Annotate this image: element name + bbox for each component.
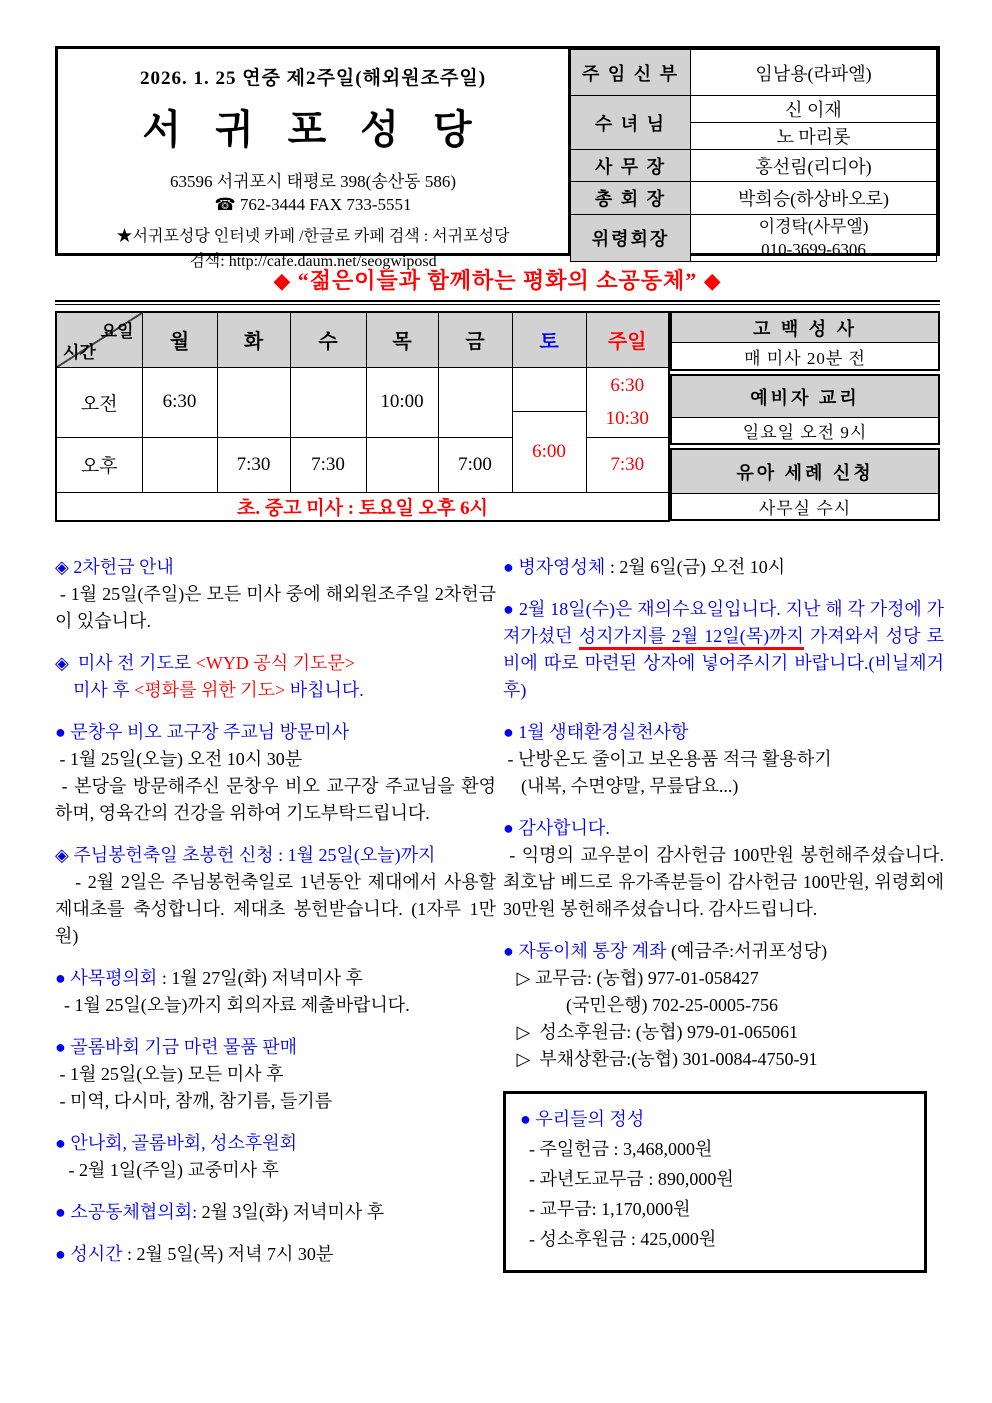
announcements-left-column (55, 554, 501, 1288)
divider-rule (55, 300, 940, 305)
small-community-council (55, 1199, 496, 1226)
time-fri-am (438, 367, 512, 437)
announcement-line: - 미역, 다시마, 참깨, 참기름, 들기름 (55, 1091, 333, 1111)
church-address: 63596 서귀포시 태평로 398(송산동 586) (169, 172, 457, 191)
time-fri-pm: 7:00 (438, 437, 512, 492)
staff-name: 신 이재 (691, 96, 937, 123)
announcement-line: - 난방온도 줄이고 보온용품 적극 활용하기 (503, 749, 832, 769)
staff-name: 박희승(하상바오로) (691, 182, 937, 215)
announcement-line: ● 병자영성체 : 2월 6일(금) 오전 10시 (503, 557, 786, 577)
announcement-line: - 익명의 교우분이 감사헌금 100만원 봉헌해주셨습니다. 최호남 베드로 유가족분들이 감사헌금 100만원, 위령회에 30만원 봉헌해주셨습니다. 감사드립니다. (503, 845, 949, 919)
time-sat-evening: 6:00 (532, 440, 566, 462)
catechumen-title: 예비자 교리 (672, 376, 938, 418)
mass-schedule-table (55, 311, 670, 522)
cafe-info: ★서귀포성당 인터넷 카페 /한글로 카페 검색 : 서귀포성당 (116, 228, 510, 245)
church-info (58, 49, 570, 270)
staff-table (570, 49, 937, 259)
announcement-line: ● 자동이체 통장 계좌 (예금주:서귀포성당) (503, 941, 828, 961)
announcements (55, 554, 949, 1288)
ash-wednesday-notice (503, 596, 949, 704)
staff-name: 이경탁(사무엘) 010-3699-6306 (691, 215, 937, 262)
catechumen-info (670, 374, 940, 445)
announcement-line: - 2월 2일은 주님봉헌축일로 1년동안 제대에서 사용할 제대초를 축성합니다. 제대초 봉헌받습니다. (1자루 1만원) (55, 872, 501, 946)
announcement-line: - 본당을 방문해주신 문창우 비오 교구장 주교님을 환영하며, 영육간의 건강을 위하여 기도부탁드립니다. (55, 776, 497, 823)
communion-for-sick (503, 554, 944, 581)
day-header-tue: 화 (217, 312, 290, 367)
announcement-line: - 1월 25일(오늘)까지 회의자료 제출바랍니다. (55, 995, 410, 1015)
staff-name: 홍선림(리디아) (691, 150, 937, 182)
time-mon-am: 6:30 (142, 367, 217, 437)
thanks-notice (503, 815, 949, 923)
time-tue-am (217, 367, 290, 437)
time-tue-pm: 7:30 (217, 437, 290, 492)
infant-baptism-info (670, 448, 940, 521)
announcements-right-column (503, 554, 949, 1288)
time-wed-pm: 7:30 (290, 437, 366, 492)
announcement-line: ▷ 성소후원금: (농협) 979-01-065061 (503, 1022, 799, 1042)
infant-baptism-title: 유아 세례 신청 (672, 450, 938, 494)
confession-title: 고 백 성 사 (672, 313, 938, 343)
row-label-pm: 오후 (56, 437, 142, 492)
youth-mass-note: 초. 중고 미사 : 토요일 오후 6시 (56, 492, 669, 521)
announcement-line: - 주일헌금 : 3,468,000원 (520, 1139, 713, 1159)
eco-practice (503, 719, 944, 800)
announcement-line: ● 안나회, 골롬바회, 성소후원회 (55, 1133, 298, 1153)
time-sat-cell (512, 367, 586, 492)
announcement-line: ▷ 부채상환금:(농협) 301-0084-4750-91 (503, 1049, 818, 1069)
header (55, 46, 940, 270)
catechumen-value: 일요일 오전 9시 (742, 423, 868, 442)
announcement-line: (국민은행) 702-25-0005-756 (503, 995, 779, 1015)
day-header-sat: 토 (512, 312, 586, 367)
columba-fund-sale (55, 1034, 496, 1115)
candle-offering (55, 842, 501, 950)
staff-role: 총 회 장 (571, 182, 691, 215)
schedule-corner-cell (56, 312, 142, 367)
church-name: 서 귀 포 성 당 (142, 107, 484, 152)
announcement-line: (내복, 수면양말, 무릎담요...) (503, 776, 739, 796)
bulletin-date: 2026. 1. 25 연중 제2주일(해외원조주일) (139, 68, 487, 89)
staff-role: 주 임 신 부 (571, 50, 691, 96)
announcement-line: ● 우리들의 정성 (520, 1109, 645, 1129)
our-offerings-box (503, 1091, 927, 1273)
confession-value: 매 미사 20분 전 (744, 348, 866, 368)
day-header-wed: 수 (290, 312, 366, 367)
time-sun-am: 6:30 10:30 (586, 367, 669, 437)
pre-mass-prayer (55, 650, 496, 704)
slogan: ◆ “젊은이들과 함께하는 평화의 소공동체” ◆ (273, 268, 722, 293)
corner-day-label: 요일 (100, 322, 134, 341)
confession-info (670, 311, 940, 371)
announcement-line: - 1월 25일(오늘) 오전 10시 30분 (55, 749, 303, 769)
announcement-line: 미사 후 <평화를 위한 기도> 바칩니다. (55, 680, 364, 700)
time-thu-am: 10:00 (366, 367, 438, 437)
second-collection (55, 554, 496, 635)
announcement-line: ◈ 2차헌금 안내 (55, 557, 174, 577)
staff-name: 노 마리롯 (691, 123, 937, 150)
announcement-line: ● 골롬바회 기금 마련 물품 판매 (55, 1037, 298, 1057)
staff-role: 위령회장 (571, 215, 691, 262)
announcement-line: ● 소공동체협의회: 2월 3일(화) 저녁미사 후 (55, 1202, 385, 1222)
announcement-line: ● 2월 18일(수)은 재의수요일입니다. 지난 해 각 가정에 가져가셨던 성지가지를 2월 12일(목)까지 가져와서 성당 로비에 따로 마련된 상자에 넣어주시기 바랍니다.(비닐제거 후) (503, 599, 949, 700)
holy-hour (55, 1241, 496, 1268)
announcement-line: - 1월 25일(주일)은 모든 미사 중에 해외원조주일 2차헌금이 있습니다. (55, 584, 496, 631)
announcement-line: ● 사목평의회 : 1월 27일(화) 저녁미사 후 (55, 968, 363, 988)
bishop-visit-mass (55, 719, 496, 827)
time-sun-pm: 7:30 (586, 437, 669, 492)
staff-role: 수 녀 님 (571, 96, 691, 150)
bank-accounts (503, 938, 944, 1073)
time-thu-pm (366, 437, 438, 492)
day-header-fri: 금 (438, 312, 512, 367)
church-phone: ☎ 762-3444 FAX 733-5551 (214, 195, 412, 214)
announcement-line: ● 감사합니다. (503, 818, 610, 838)
announcement-line: - 2월 1일(주일) 교중미사 후 (55, 1160, 279, 1180)
row-label-am: 오전 (56, 367, 142, 437)
mass-schedule (55, 311, 940, 524)
day-header-mon: 월 (142, 312, 217, 367)
day-header-sun: 주일 (586, 312, 669, 367)
pastoral-council (55, 965, 496, 1019)
announcement-line: - 교무금: 1,170,000원 (520, 1199, 691, 1219)
cafe-url: 검색: http://cafe.daum.net/seogwiposd (189, 253, 437, 270)
staff-name: 임남용(라파엘) (691, 50, 937, 96)
time-sat-am (513, 368, 586, 412)
announcement-line: ● 문창우 비오 교구장 주교님 방문미사 (55, 722, 350, 742)
announcement-line: ◈ 미사 전 기도로 <WYD 공식 기도문> (55, 653, 355, 673)
staff-role: 사 무 장 (571, 150, 691, 182)
time-wed-am (290, 367, 366, 437)
corner-time-label: 시간 (63, 342, 96, 362)
announcement-line: - 성소후원금 : 425,000원 (520, 1229, 717, 1249)
announcement-line: ● 성시간 : 2월 5일(목) 저녁 7시 30분 (55, 1244, 334, 1264)
announcement-line: ▷ 교무금: (농협) 977-01-058427 (503, 968, 759, 988)
group-meetings (55, 1130, 496, 1184)
announcement-line: ● 1월 생태환경실천사항 (503, 722, 689, 742)
announcement-line: ◈ 주님봉헌축일 초봉헌 신청 : 1월 25일(오늘)까지 (55, 845, 436, 865)
infant-baptism-value: 사무실 수시 (758, 499, 852, 518)
announcement-line: - 과년도교무금 : 890,000원 (520, 1169, 734, 1189)
announcement-line: - 1월 25일(오늘) 모든 미사 후 (55, 1064, 284, 1084)
sacrament-info (670, 311, 940, 524)
day-header-thu: 목 (366, 312, 438, 367)
time-mon-pm (142, 437, 217, 492)
